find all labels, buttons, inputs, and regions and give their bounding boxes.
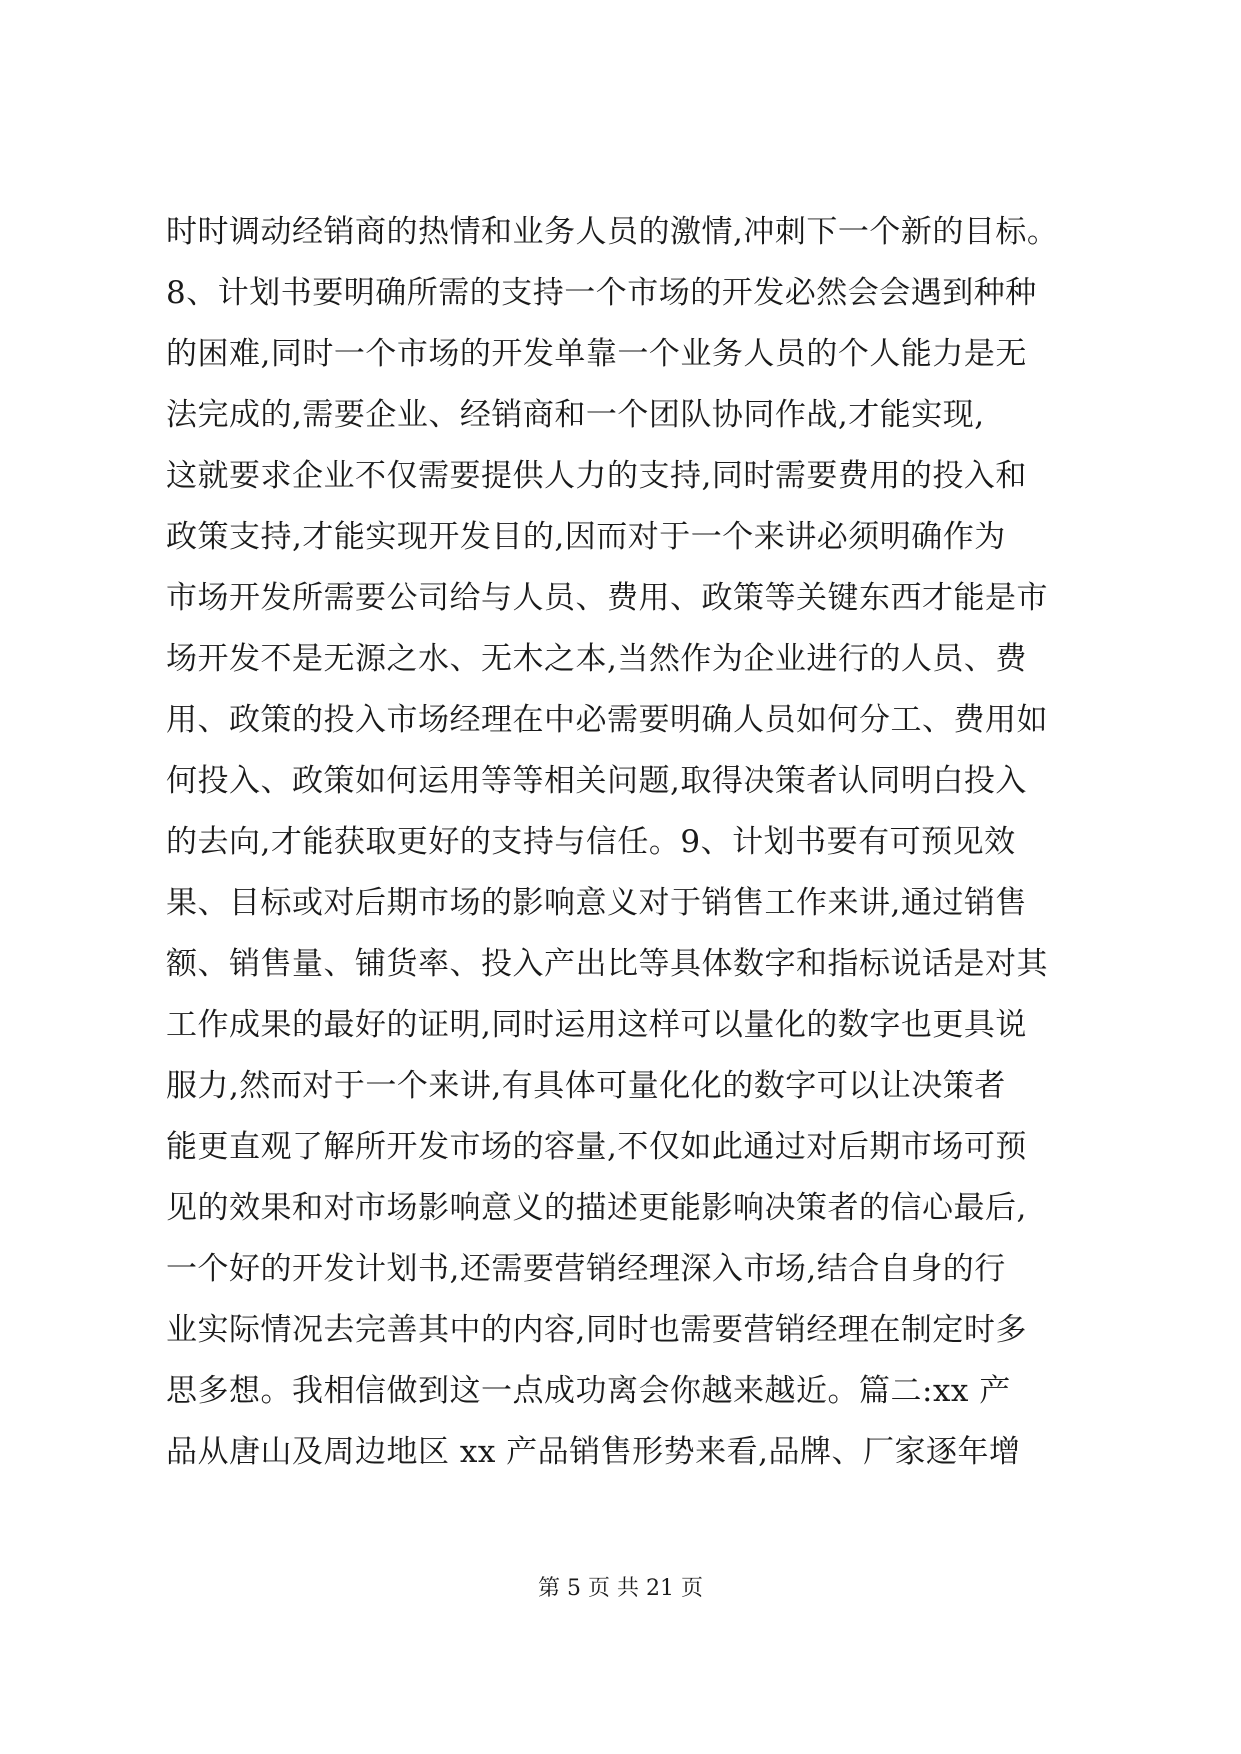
text-line: 业实际情况去完善其中的内容,同时也需要营销经理在制定时多 [166, 1312, 1027, 1348]
text-line: 品从唐山及周边地区 xx 产品销售形势来看,品牌、厂家逐年增 [166, 1434, 1021, 1470]
text-line: 的去向,才能获取更好的支持与信任。9、计划书要有可预见效 [166, 824, 1016, 860]
text-line: 用、政策的投入市场经理在中必需要明确人员如何分工、费用如 [166, 702, 1048, 738]
text-line: 见的效果和对市场影响意义的描述更能影响决策者的信心最后, [166, 1190, 1027, 1226]
text-line: 工作成果的最好的证明,同时运用这样可以量化的数字也更具说 [166, 1007, 1027, 1043]
text-line: 时时调动经销商的热情和业务人员的激情,冲刺下一个新的目标。 [166, 214, 1059, 250]
text-line: 市场开发所需要公司给与人员、费用、政策等关键东西才能是市 [166, 580, 1048, 616]
text-line: 何投入、政策如何运用等等相关问题,取得决策者认同明白投入 [166, 763, 1027, 799]
text-line: 额、销售量、铺货率、投入产出比等具体数字和指标说话是对其 [166, 946, 1048, 982]
page-number-footer: 第 5 页 共 21 页 [538, 1576, 703, 1601]
text-line: 8、计划书要明确所需的支持一个市场的开发必然会会遇到种种 [166, 275, 1037, 311]
text-line: 服力,然而对于一个来讲,有具体可量化化的数字可以让决策者 [166, 1068, 1006, 1104]
text-line: 一个好的开发计划书,还需要营销经理深入市场,结合自身的行 [166, 1251, 1006, 1287]
text-line: 果、目标或对后期市场的影响意义对于销售工作来讲,通过销售 [166, 885, 1027, 921]
text-line: 场开发不是无源之水、无木之本,当然作为企业进行的人员、费 [166, 641, 1027, 677]
text-line: 法完成的,需要企业、经销商和一个团队协同作战,才能实现, [166, 397, 985, 433]
text-line: 思多想。我相信做到这一点成功离会你越来越近。篇二:xx 产 [166, 1373, 1011, 1409]
text-line: 政策支持,才能实现开发目的,因而对于一个来讲必须明确作为 [166, 519, 1006, 555]
text-line: 这就要求企业不仅需要提供人力的支持,同时需要费用的投入和 [166, 458, 1027, 494]
body-text [166, 202, 1096, 1483]
text-line: 的困难,同时一个市场的开发单靠一个业务人员的个人能力是无 [166, 336, 1027, 372]
text-line: 能更直观了解所开发市场的容量,不仅如此通过对后期市场可预 [166, 1129, 1027, 1165]
